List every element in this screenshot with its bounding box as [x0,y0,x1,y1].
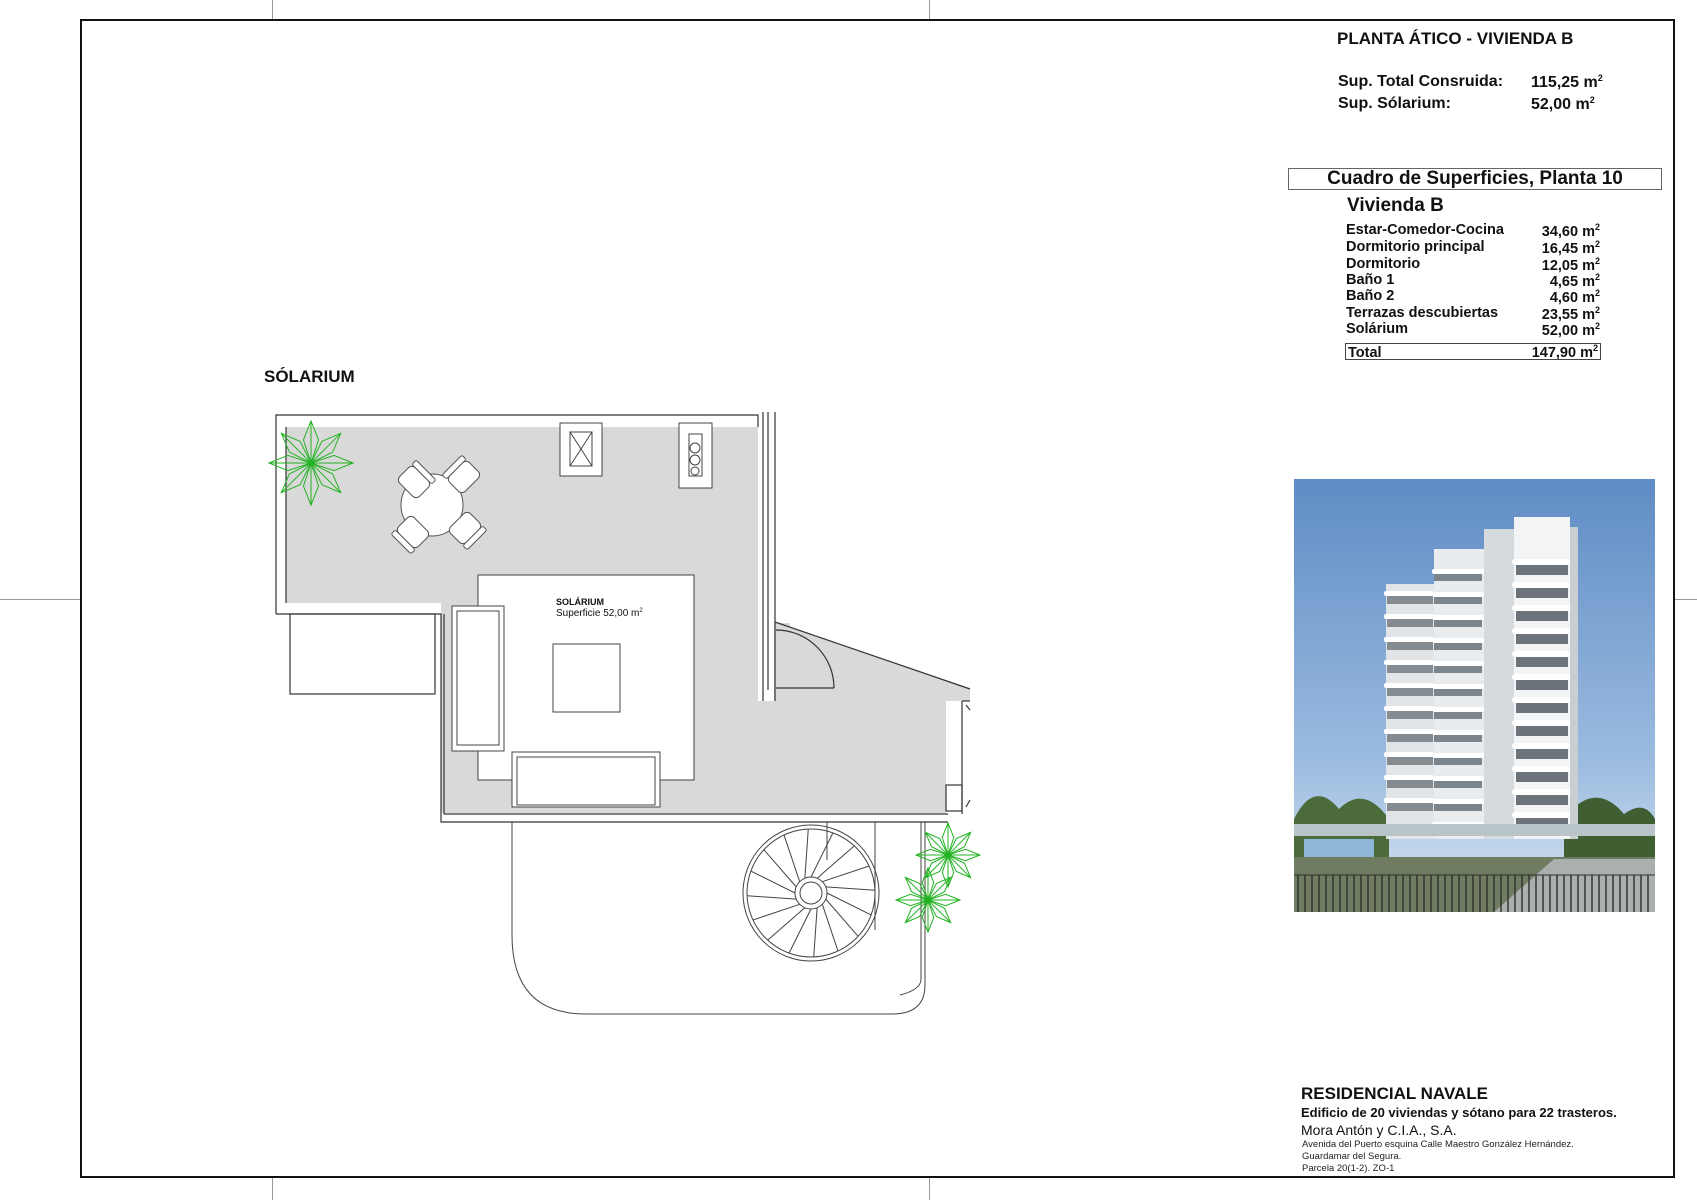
room-row [1346,305,1600,322]
room-label: SOLÁRIUM [556,597,604,607]
spiral-staircase [743,825,879,961]
developer-name: Mora Antón y C.I.A., S.A. [1301,1122,1457,1138]
room-area: 4,65 $m^2$ [1549,272,1600,290]
total-built-value: 115,25 $m^2$ [1531,73,1603,91]
room-name: Baño 2 [1346,288,1395,304]
room-area: 52,00 $m^2$ [1541,321,1600,339]
room-area: 16,45 $m^2$ [1541,239,1600,257]
solarium-area-label: Sup. Sólarium: [1338,95,1451,112]
address-line: Avenida del Puerto esquina Calle Maestro González Hernández. [1302,1139,1574,1150]
room-name: Baño 1 [1346,272,1395,288]
building-render-image [1294,479,1655,912]
room-row [1346,256,1600,273]
total-label: Total [1348,345,1382,361]
room-area: 34,60 $m^2$ [1541,222,1600,240]
room-name: Solárium [1346,321,1409,337]
room-row [1346,272,1600,289]
room-row [1346,288,1600,305]
plan-heading: SÓLARIUM [264,367,355,386]
room-row [1346,222,1600,239]
total-built-label: Sup. Total Consruida: [1338,73,1504,90]
solarium-area-value: 52,00 $m^2$ [1531,95,1595,113]
room-name: Dormitorio principal [1346,239,1485,255]
room-name: Dormitorio [1346,256,1421,272]
total-area: 147,90 $m^2$ [1531,343,1598,361]
room-area-label: Superficie 52,00 $m^2$ [556,608,643,619]
room-area: 23,55 $m^2$ [1541,305,1600,323]
plant-icon [916,823,980,887]
address-line: Guardamar del Segura. [1302,1151,1402,1162]
lower-terrace-outline [512,822,925,1014]
room-name: Terrazas descubiertas [1346,305,1499,321]
dwelling-heading: Vivienda B [1347,195,1444,216]
room-name: Estar-Comedor-Cocina [1346,222,1504,238]
address-line: Parcela 20(1-2). ZO-1 [1302,1163,1395,1174]
room-area: 12,05 $m^2$ [1541,256,1600,274]
surface-table-title: Cuadro de Superficies, Planta 10 [1288,168,1662,190]
total-row [1345,343,1601,360]
room-row [1346,239,1600,256]
plant-icon [269,421,353,505]
room-row [1346,321,1600,338]
room-area: 4,60 $m^2$ [1549,288,1600,306]
plant-icon [896,868,960,932]
drawing-title: PLANTA ÁTICO - VIVIENDA B [1337,29,1574,48]
project-description: Edificio de 20 viviendas y sótano para 22 trasteros. [1301,1105,1617,1120]
project-name: RESIDENCIAL NAVALE [1301,1084,1489,1103]
